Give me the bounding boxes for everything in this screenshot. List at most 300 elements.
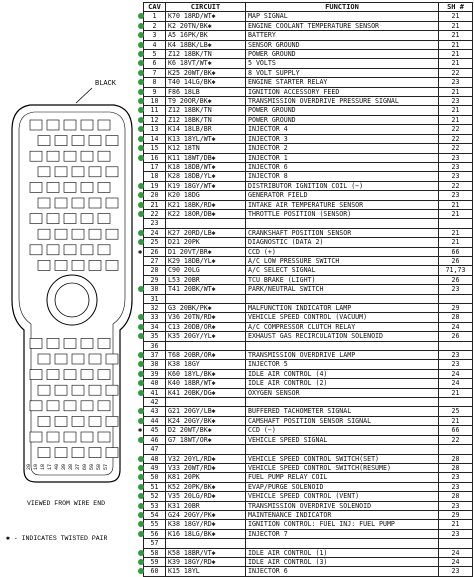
circuit-cell: K24 20GY/BK✱	[166, 416, 246, 425]
sheet-cell: 21	[439, 106, 473, 115]
function-cell: OXYGEN SENSOR	[246, 388, 439, 397]
pin-marker-dot	[138, 371, 144, 377]
pin-cavity	[38, 385, 50, 395]
pin-marker-dot	[138, 465, 144, 471]
sheet-cell: 71,73	[439, 266, 473, 275]
circuit-cell: F86 18LB	[166, 87, 246, 96]
pin-cavity	[89, 448, 101, 458]
pin-marker-dot	[138, 456, 144, 462]
pin-cavity	[47, 245, 59, 255]
table-row	[144, 322, 473, 331]
circuit-cell	[166, 341, 246, 350]
twisted-pair-marker: ✱	[138, 426, 143, 435]
pin-cavity	[30, 120, 42, 130]
table-row	[144, 78, 473, 87]
pin-marker-dot	[138, 550, 144, 556]
sheet-cell: 22	[439, 144, 473, 153]
pin-cavity	[106, 385, 118, 395]
pin-cavity	[89, 260, 101, 270]
table-row	[144, 115, 473, 124]
circuit-cell: K52 20PK/BK✱	[166, 482, 246, 491]
circuit-cell: C90 20LG	[166, 266, 246, 275]
pin-cavity	[98, 432, 110, 442]
table-row	[144, 153, 473, 162]
cav-cell: 49	[144, 463, 166, 472]
circuit-cell: T9 20OR/BK✱	[166, 97, 246, 106]
pin-cavity	[98, 151, 110, 161]
function-cell: PARK/NEUTRAL SWITCH	[246, 285, 439, 294]
header-circuit: CIRCUIT	[166, 3, 246, 12]
sheet-cell: 24	[439, 548, 473, 557]
pin-cavity	[38, 136, 50, 146]
pin-marker-dot	[138, 183, 144, 189]
pin-cavity	[55, 136, 67, 146]
pin-marker-dot	[138, 474, 144, 480]
circuit-cell: K81 20PK	[166, 473, 246, 482]
header-cav: CAV	[144, 3, 166, 12]
pin-marker-dot	[138, 568, 144, 574]
pin-cavity	[81, 120, 93, 130]
table-row	[144, 492, 473, 501]
cav-cell: 3	[144, 31, 166, 40]
function-cell: VEHICLE SPEED SIGNAL	[246, 435, 439, 444]
function-cell	[246, 398, 439, 407]
cav-cell: 35	[144, 332, 166, 341]
cav-cell: 11	[144, 106, 166, 115]
cav-cell: 51	[144, 482, 166, 491]
cav-cell: 37	[144, 351, 166, 360]
cav-cell: 47	[144, 445, 166, 454]
cav-cell: 36	[144, 341, 166, 350]
function-cell: INJECTOR 6	[246, 162, 439, 171]
sheet-cell: 21	[439, 12, 473, 21]
pin-marker-dot	[138, 408, 144, 414]
pin-number-label: 40	[54, 463, 60, 470]
sheet-cell: 21	[439, 228, 473, 237]
sheet-cell: 22	[439, 125, 473, 134]
sheet-cell: 23	[439, 473, 473, 482]
function-cell	[246, 539, 439, 548]
table-row	[144, 463, 473, 472]
sheet-cell: 23	[439, 567, 473, 576]
cav-cell: 52	[144, 492, 166, 501]
twisted-pair-legend: ✱ - INDICATES TWISTED PAIR	[6, 535, 108, 542]
pin-marker-dot	[138, 418, 144, 424]
function-cell: VEHICLE SPEED CONTROL (VACUUM)	[246, 313, 439, 322]
pin-cavity	[81, 245, 93, 255]
circuit-cell: K60 18YL/BK✱	[166, 369, 246, 378]
function-cell: VEHICLE SPEED CONTROL SWITCH(RESUME)	[246, 463, 439, 472]
table-row	[144, 510, 473, 519]
cav-cell: 57	[144, 539, 166, 548]
table-row	[144, 388, 473, 397]
function-cell: A/C SELECT SIGNAL	[246, 266, 439, 275]
function-cell: INJECTOR 8	[246, 172, 439, 181]
pin-cavity	[30, 151, 42, 161]
table-row	[144, 520, 473, 529]
circuit-cell: G24 20GY/PK✱	[166, 510, 246, 519]
pin-cavity	[72, 448, 84, 458]
pin-marker-dot	[138, 333, 144, 339]
pin-number-label: 38	[68, 463, 74, 470]
sheet-cell	[439, 539, 473, 548]
pin-cavity	[38, 354, 50, 364]
header-sheet: SH #	[439, 3, 473, 12]
pin-cavity	[64, 151, 76, 161]
pin-marker-dot	[138, 390, 144, 396]
function-cell: VEHICLE SPEED CONTROL (VENT)	[246, 492, 439, 501]
sheet-cell: 24	[439, 369, 473, 378]
sheet-cell	[439, 341, 473, 350]
pin-cavity	[89, 416, 101, 426]
pin-cavity	[47, 401, 59, 411]
circuit-cell: K58 18BR/VT✱	[166, 548, 246, 557]
pin-cavity	[98, 120, 110, 130]
cav-cell: 33	[144, 313, 166, 322]
circuit-cell: Z12 18BK/TN	[166, 50, 246, 59]
pin-cavity	[106, 136, 118, 146]
pin-marker-dot	[138, 484, 144, 490]
circuit-cell: K18 18DB/WT✱	[166, 162, 246, 171]
view-note: VIEWED FROM WIRE END	[27, 500, 106, 507]
circuit-cell: K38 18GY	[166, 360, 246, 369]
pin-marker-dot	[138, 286, 144, 292]
circuit-cell: K22 18OR/DB✱	[166, 209, 246, 218]
cav-cell: 16	[144, 153, 166, 162]
pin-cavity	[81, 432, 93, 442]
sheet-cell: 25	[439, 407, 473, 416]
function-cell: GENERATOR FIELD	[246, 191, 439, 200]
cav-cell: 7	[144, 68, 166, 77]
cav-cell: 14	[144, 134, 166, 143]
cav-cell: 8	[144, 78, 166, 87]
sheet-cell: 29	[439, 510, 473, 519]
pin-cavity	[38, 448, 50, 458]
pin-number-label: 37	[75, 463, 81, 470]
function-cell: INJECTOR 6	[246, 567, 439, 576]
pin-number-label: 57	[103, 463, 109, 470]
pin-cavity	[81, 151, 93, 161]
pin-cavity	[81, 401, 93, 411]
cav-cell: 31	[144, 294, 166, 303]
pin-marker-dot	[138, 211, 144, 217]
sheet-cell: 21	[439, 40, 473, 49]
function-cell: ENGINE COOLANT TEMPERATURE SENSOR	[246, 21, 439, 30]
cav-cell: 21	[144, 200, 166, 209]
table-row	[144, 87, 473, 96]
pin-cavity	[30, 338, 42, 348]
pin-number-label: 39	[61, 463, 67, 470]
circuit-cell: D21 20PK	[166, 238, 246, 247]
table-row	[144, 454, 473, 463]
sheet-cell: 24	[439, 557, 473, 566]
table-row	[144, 228, 473, 237]
pin-marker-dot	[138, 314, 144, 320]
cav-cell: 59	[144, 557, 166, 566]
cav-cell: 25	[144, 238, 166, 247]
twisted-pair-marker: ✱	[138, 247, 143, 256]
pin-cavity	[38, 198, 50, 208]
pin-cavity	[55, 167, 67, 177]
circuit-cell: K2 20TN/BK✱	[166, 21, 246, 30]
sheet-cell: 23	[439, 482, 473, 491]
circuit-cell: K25 20WT/BK✱	[166, 68, 246, 77]
pin-cavity	[64, 401, 76, 411]
pin-cavity	[30, 401, 42, 411]
table-row	[144, 332, 473, 341]
pin-marker-dot	[138, 42, 144, 48]
cav-cell: 22	[144, 209, 166, 218]
sheet-cell: 22	[439, 435, 473, 444]
cav-cell: 10	[144, 97, 166, 106]
pin-cavity	[98, 370, 110, 380]
circuit-cell: K13 18YL/WT✱	[166, 134, 246, 143]
cav-cell: 20	[144, 191, 166, 200]
function-cell: IGNITION CONTROL: FUEL INJ: FUEL PUMP	[246, 520, 439, 529]
sheet-cell: 23	[439, 285, 473, 294]
sheet-cell: 22	[439, 134, 473, 143]
circuit-cell: C13 20DB/OR✱	[166, 322, 246, 331]
pin-cavity	[47, 151, 59, 161]
cav-cell: 44	[144, 416, 166, 425]
pin-marker-dot	[138, 202, 144, 208]
function-cell: INJECTOR 5	[246, 360, 439, 369]
table-row	[144, 435, 473, 444]
function-cell: MALFUNCTION INDICATOR LAMP	[246, 304, 439, 313]
cav-cell: 32	[144, 304, 166, 313]
circuit-cell: K11 18WT/DB✱	[166, 153, 246, 162]
pin-marker-dot	[138, 107, 144, 113]
table-row	[144, 209, 473, 218]
pin-cavity	[81, 182, 93, 192]
pin-cavity	[72, 229, 84, 239]
sheet-cell: 21	[439, 388, 473, 397]
sheet-cell: 28	[439, 463, 473, 472]
sheet-cell	[439, 294, 473, 303]
function-cell: IDLE AIR CONTROL (3)	[246, 557, 439, 566]
pin-cavity	[89, 354, 101, 364]
function-cell	[246, 445, 439, 454]
function-cell: THROTTLE POSITION (SENSOR)	[246, 209, 439, 218]
circuit-cell: L53 20BR	[166, 275, 246, 284]
circuit-cell	[166, 219, 246, 228]
pin-marker-dot	[138, 239, 144, 245]
table-row	[144, 144, 473, 153]
function-cell: INJECTOR 1	[246, 153, 439, 162]
pin-cavity	[64, 245, 76, 255]
table-row	[144, 285, 473, 294]
circuit-cell: K15 18YL	[166, 567, 246, 576]
table-row	[144, 247, 473, 256]
table-row	[144, 482, 473, 491]
pin-marker-dot	[138, 559, 144, 565]
function-cell: TRANSMISSION OVERDRIVE LAMP	[246, 351, 439, 360]
table-row	[144, 59, 473, 68]
pin-marker-dot	[138, 136, 144, 142]
cav-cell: 43	[144, 407, 166, 416]
pin-cavity	[89, 198, 101, 208]
cav-cell: 17	[144, 162, 166, 171]
table-row	[144, 238, 473, 247]
sheet-cell: 23	[439, 172, 473, 181]
circuit-cell: K41 20BK/DG✱	[166, 388, 246, 397]
function-cell: EXHAUST GAS RECIRCULATION SOLENOID	[246, 332, 439, 341]
function-cell: BUFFERED TACHOMETER SIGNAL	[246, 407, 439, 416]
function-cell: ENGINE STARTER RELAY	[246, 78, 439, 87]
pin-number-label: 60	[82, 463, 88, 470]
sheet-cell: 21	[439, 209, 473, 218]
cav-cell: 60	[144, 567, 166, 576]
pin-marker-dot	[138, 23, 144, 29]
function-cell: POWER GROUND	[246, 106, 439, 115]
pin-cavity	[106, 167, 118, 177]
sheet-cell: 21	[439, 50, 473, 59]
pin-cavity	[98, 245, 110, 255]
cav-cell: 48	[144, 454, 166, 463]
table-row	[144, 398, 473, 407]
pin-cavity	[30, 432, 42, 442]
sheet-cell: 22	[439, 181, 473, 190]
function-cell: MAP SIGNAL	[246, 12, 439, 21]
pin-marker-dot	[138, 380, 144, 386]
pin-cavity	[64, 214, 76, 224]
pin-cavity	[47, 214, 59, 224]
function-cell: 8 VOLT SUPPLY	[246, 68, 439, 77]
pin-cavity	[89, 385, 101, 395]
table-row	[144, 407, 473, 416]
pin-number-label: 17	[47, 463, 53, 470]
pin-number-label: 20	[26, 463, 32, 470]
function-cell: BATTERY	[246, 31, 439, 40]
circuit-cell	[166, 398, 246, 407]
sheet-cell: 28	[439, 313, 473, 322]
function-cell: A/C LOW PRESSURE SWITCH	[246, 256, 439, 265]
circuit-cell: G7 18WT/OR✱	[166, 435, 246, 444]
pin-cavity	[47, 182, 59, 192]
table-row	[144, 445, 473, 454]
pin-cavity	[98, 401, 110, 411]
pin-cavity	[72, 136, 84, 146]
sheet-cell: 28	[439, 454, 473, 463]
table-row	[144, 304, 473, 313]
cav-cell: 26 ✱	[144, 247, 166, 256]
table-row	[144, 275, 473, 284]
sheet-cell: 23	[439, 360, 473, 369]
pin-cavity	[30, 182, 42, 192]
circuit-cell: T68 20BR/OR✱	[166, 351, 246, 360]
sheet-cell: 21	[439, 416, 473, 425]
pin-marker-dot	[138, 98, 144, 104]
sheet-cell: 21	[439, 87, 473, 96]
sheet-cell: 26	[439, 332, 473, 341]
pin-cavity	[72, 385, 84, 395]
pin-marker-dot	[138, 512, 144, 518]
cav-cell: 55	[144, 520, 166, 529]
function-cell: INJECTOR 4	[246, 125, 439, 134]
circuit-cell	[166, 539, 246, 548]
pin-marker-dot	[138, 521, 144, 527]
sheet-cell: 22	[439, 68, 473, 77]
table-row	[144, 501, 473, 510]
sheet-cell: 21	[439, 21, 473, 30]
function-cell: IDLE AIR CONTROL (2)	[246, 379, 439, 388]
pin-cavity	[38, 416, 50, 426]
pin-cavity	[55, 229, 67, 239]
cav-cell: 38	[144, 360, 166, 369]
sheet-cell: 23	[439, 501, 473, 510]
function-cell: IDLE AIR CONTROL (4)	[246, 369, 439, 378]
pin-cavity	[98, 214, 110, 224]
pin-cavity	[106, 198, 118, 208]
circuit-cell: K35 20GY/YL✱	[166, 332, 246, 341]
pin-cavity	[89, 229, 101, 239]
circuit-cell	[166, 294, 246, 303]
circuit-cell: V32 20YL/RD✱	[166, 454, 246, 463]
circuit-cell: K16 18LG/BK✱	[166, 529, 246, 538]
pin-cavity	[106, 354, 118, 364]
sheet-cell: 29	[439, 304, 473, 313]
cav-cell: 13	[144, 125, 166, 134]
cav-cell: 4	[144, 40, 166, 49]
table-row	[144, 426, 473, 435]
function-cell	[246, 294, 439, 303]
pin-cavity	[98, 182, 110, 192]
cav-cell: 6	[144, 59, 166, 68]
pinout-table	[138, 2, 473, 577]
sheet-cell: 23	[439, 529, 473, 538]
sheet-cell: 21	[439, 238, 473, 247]
pin-cavity	[55, 416, 67, 426]
pin-cavity	[47, 432, 59, 442]
sheet-cell: 24	[439, 379, 473, 388]
pin-cavity	[55, 198, 67, 208]
sheet-cell: 23	[439, 351, 473, 360]
pin-cavity	[30, 245, 42, 255]
function-cell: MAINTENANCE INDICATOR	[246, 510, 439, 519]
pin-marker-dot	[138, 361, 144, 367]
circuit-cell: K19 18GY/WT✱	[166, 181, 246, 190]
cav-cell: 29	[144, 275, 166, 284]
circuit-cell: K40 18BR/WT✱	[166, 379, 246, 388]
sheet-cell: 26	[439, 256, 473, 265]
pin-number-label: 59	[89, 463, 95, 470]
function-cell: FUEL PUMP RELAY COIL	[246, 473, 439, 482]
pin-cavity	[55, 448, 67, 458]
pin-cavity	[81, 370, 93, 380]
sheet-cell: 21	[439, 520, 473, 529]
cav-cell: 30	[144, 285, 166, 294]
function-cell: POWER GROUND	[246, 115, 439, 124]
table-row	[144, 21, 473, 30]
pin-cavity	[106, 448, 118, 458]
pin-number-label: 19	[33, 463, 39, 470]
header-function: FUNCTION	[246, 3, 439, 12]
pin-cavity	[55, 354, 67, 364]
pin-marker-dot	[138, 60, 144, 66]
circuit-cell: Z12 18BK/TN	[166, 106, 246, 115]
cav-cell: 9	[144, 87, 166, 96]
pin-marker-dot	[138, 230, 144, 236]
pin-cavity	[64, 182, 76, 192]
sheet-cell: 21	[439, 200, 473, 209]
cav-cell: 56	[144, 529, 166, 538]
circuit-cell: T40 14LG/BK✱	[166, 78, 246, 87]
pin-cavity	[89, 167, 101, 177]
pin-cavity	[72, 198, 84, 208]
cav-cell: 2	[144, 21, 166, 30]
function-cell: DISTRIBUTOR IGNITION COIL (−)	[246, 181, 439, 190]
table-row	[144, 313, 473, 322]
